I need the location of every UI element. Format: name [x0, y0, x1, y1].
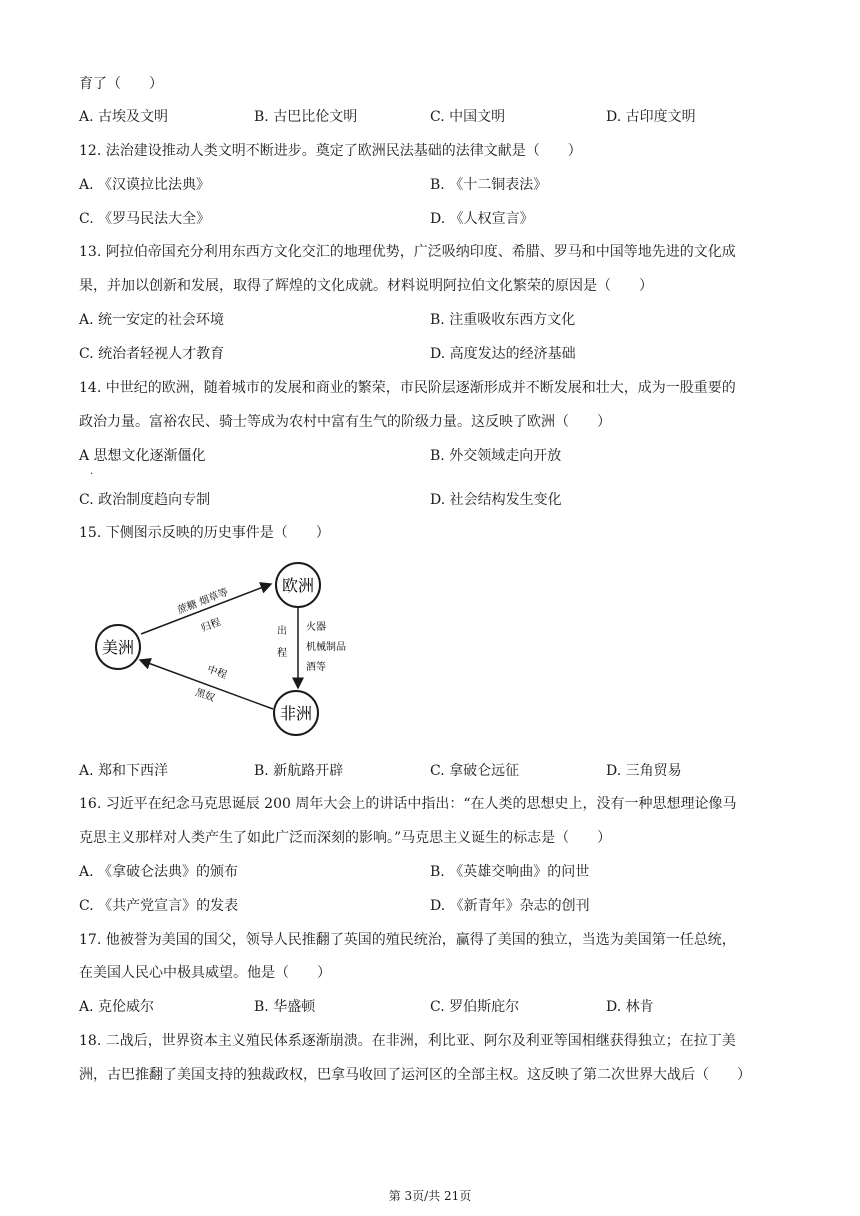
label-firearms: 火器: [306, 622, 326, 633]
q16-stem-line2: 克思主义那样对人类产生了如此广泛而深刻的影响。”马克思主义诞生的标志是（ ）: [79, 830, 612, 846]
label-outbound-2: 程: [277, 648, 287, 659]
q13-stem-line1: 13. 阿拉伯帝国充分利用东西方文化交汇的地理优势，广泛吸纳印度、希腊、罗马和中国等地先进的文化成: [79, 244, 736, 260]
q14-stem-line2: 政治力量。富裕农民、骑士等成为农村中富有生气的阶级力量。这反映了欧洲（ ）: [79, 414, 611, 430]
q14-stray-mark: .: [90, 466, 94, 477]
q17-option-d: D. 林肯: [606, 999, 654, 1015]
q13-option-c: C. 统治者轻视人才教育: [79, 346, 225, 362]
q14-stem-line1: 14. 中世纪的欧洲，随着城市的发展和商业的繁荣，市民阶层逐渐形成并不断发展和壮大，成为一股重要的: [79, 380, 736, 396]
q15-option-d: D. 三角贸易: [606, 763, 682, 779]
node-america-label: 美洲: [101, 638, 135, 657]
label-liquor: 酒等: [306, 662, 326, 673]
label-slaves: 黑奴: [193, 687, 217, 705]
q16-option-a: A. 《拿破仑法典》的颁布: [79, 864, 239, 880]
q11-option-a: A. 古埃及文明: [79, 109, 169, 125]
q11-stem-tail: 育了（ ）: [79, 76, 163, 92]
q15-stem: 15. 下侧图示反映的历史事件是（ ）: [79, 525, 330, 541]
triangular-trade-diagram: [92, 560, 346, 750]
q15-option-b: B. 新航路开辟: [254, 763, 344, 779]
q11-option-d: D. 古印度文明: [606, 109, 696, 125]
q12-stem: 12. 法治建设推动人类文明不断进步。奠定了欧洲民法基础的法律文献是（ ）: [79, 143, 582, 159]
label-sugar-tobacco: 蔗糖 烟草等: [176, 587, 230, 617]
q13-stem-line2: 果，并加以创新和发展，取得了辉煌的文化成就。材料说明阿拉伯文化繁荣的原因是（ ）: [79, 278, 653, 294]
q17-option-c: C. 罗伯斯庇尔: [430, 999, 520, 1015]
q13-option-b: B. 注重吸收东西方文化: [430, 312, 576, 328]
q18-stem-line1: 18. 二战后，世界资本主义殖民体系逐渐崩溃。在非洲，利比亚、阿尔及利亚等国相继获得独立；在拉丁美: [79, 1033, 736, 1049]
q12-option-b: B. 《十二铜表法》: [430, 177, 548, 193]
q11-option-b: B. 古巴比伦文明: [254, 109, 358, 125]
q18-stem-line2: 洲，古巴推翻了美国支持的独裁政权，巴拿马收回了运河区的全部主权。这反映了第二次世界大战后（ ）: [79, 1067, 751, 1083]
label-machinery: 机械制品: [306, 642, 346, 653]
q16-stem-line1: 16. 习近平在纪念马克思诞辰 200 周年大会上的讲话中指出：“在人类的思想史上，没有一种思想理论像马: [79, 796, 737, 812]
q14-option-b: B. 外交领域走向开放: [430, 448, 562, 464]
q15-option-c: C. 拿破仑远征: [430, 763, 520, 779]
q12-option-c: C. 《罗马民法大全》: [79, 211, 211, 227]
q16-option-c: C. 《共产党宣言》的发表: [79, 898, 239, 914]
node-europe-label: 欧洲: [281, 576, 315, 595]
page-footer: 第 3页/共 21页: [388, 1189, 472, 1203]
label-return-leg: 归程: [199, 616, 223, 635]
q13-option-a: A. 统一安定的社会环境: [79, 312, 225, 328]
q16-option-b: B. 《英雄交响曲》的问世: [430, 864, 590, 880]
node-africa-label: 非洲: [279, 704, 313, 723]
q14-option-c: C. 政治制度趋向专制: [79, 492, 211, 508]
q14-option-a: A 思想文化逐渐僵化: [79, 448, 206, 464]
q17-stem-line1: 17. 他被誉为美国的国父，领导人民推翻了英国的殖民统治，赢得了美国的独立，当选为美国第一任总统，: [79, 932, 736, 948]
q15-option-a: A. 郑和下西洋: [79, 763, 169, 779]
q13-option-d: D. 高度发达的经济基础: [430, 346, 576, 362]
q17-stem-line2: 在美国人民心中极具威望。他是（ ）: [79, 965, 331, 981]
label-outbound-1: 出: [277, 626, 287, 637]
q12-option-a: A. 《汉谟拉比法典》: [79, 177, 211, 193]
q14-option-d: D. 社会结构发生变化: [430, 492, 562, 508]
q17-option-b: B. 华盛顿: [254, 999, 316, 1015]
q11-option-c: C. 中国文明: [430, 109, 506, 125]
label-middle-passage: 中程: [205, 664, 229, 682]
q16-option-d: D. 《新青年》杂志的创刊: [430, 898, 590, 914]
q12-option-d: D. 《人权宣言》: [430, 211, 534, 227]
q17-option-a: A. 克伦威尔: [79, 999, 155, 1015]
